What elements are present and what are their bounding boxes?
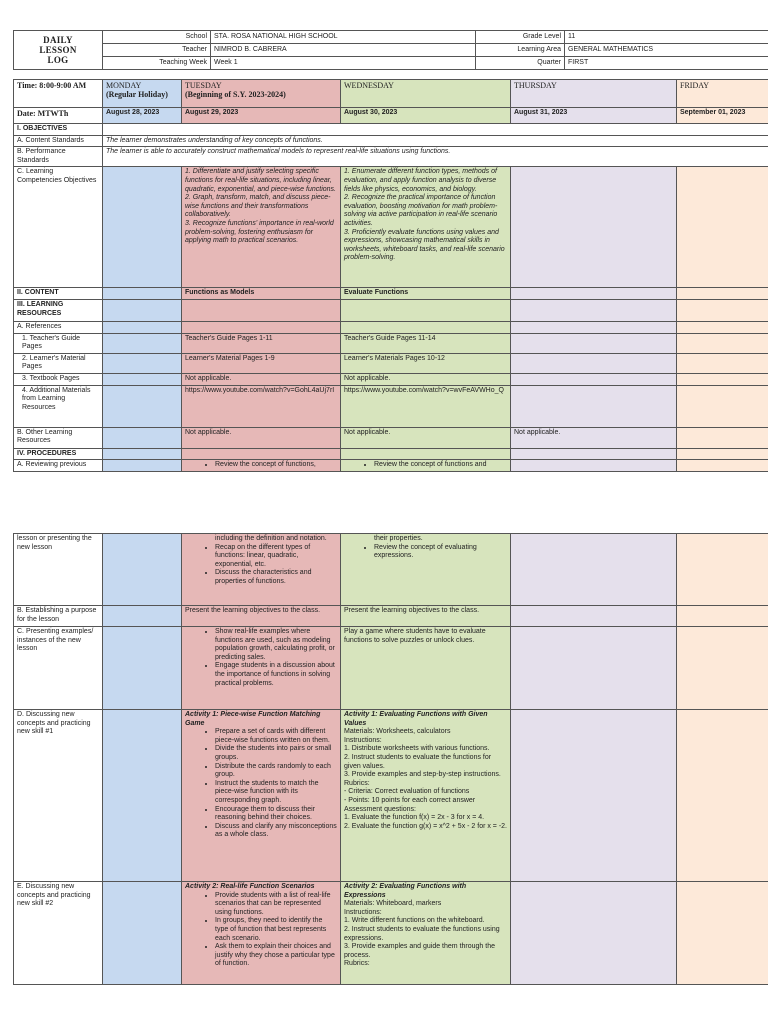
other-resources-wednesday: Not applicable. (341, 427, 511, 448)
list-item-continued: including the definition and notation. (215, 535, 327, 542)
header-block (13, 30, 768, 70)
objectives-heading: I. OBJECTIVES (14, 124, 103, 136)
discussing-1-tuesday (182, 710, 341, 882)
date-thursday: August 31, 2023 (511, 108, 677, 124)
teachers-guide-label: 1. Teacher's Guide Pages (14, 333, 103, 353)
content-standards-value: The learner demonstrates understanding of key concepts of functions. (103, 135, 768, 147)
reviewing-thursday (511, 460, 677, 472)
list-item: • Instruct the students to match the piece-wise function with its corresponding graph. (215, 780, 337, 806)
list-item: • In groups, they need to identify the type of function that best represents each scenario. (215, 917, 337, 943)
resources-friday (677, 299, 768, 321)
procedures-friday (677, 448, 768, 460)
teachers-guide-thursday (511, 333, 677, 353)
discussing-1-thursday (511, 710, 677, 882)
list-item: • Ask them to explain their choices and justify why they chose a particular type of function. (215, 943, 337, 969)
establishing-label: B. Establishing a purpose for the lesson (14, 606, 103, 627)
references-monday (103, 321, 182, 333)
teacher-value: NIMROD B. CABRERA (211, 44, 476, 57)
additional-materials-thursday (511, 385, 677, 427)
resources-tuesday (182, 299, 341, 321)
activity-title: Activity 1: Evaluating Functions with Given Values (344, 711, 488, 727)
procedures-heading: IV. PROCEDURES (14, 448, 103, 460)
quarter-value: FIRST (565, 57, 768, 70)
performance-standards-label: B. Performance Standards (14, 147, 103, 167)
activity-title: Activity 1: Piece-wise Function Matching Game (185, 711, 321, 727)
textbook-friday (677, 373, 768, 385)
performance-standards-value: The learner is able to accurately construct mathematical models to represent real-life situations using functions. (103, 147, 768, 167)
establishing-thursday (511, 606, 677, 627)
date-label: Date: MTWTh (14, 108, 103, 124)
references-thursday (511, 321, 677, 333)
reviewing2-monday (103, 534, 182, 606)
reviewing-label-continued: lesson or presenting the new lesson (14, 534, 103, 606)
reviewing-monday (103, 460, 182, 472)
day-friday: FRIDAY (677, 80, 768, 108)
list-item: • Prepare a set of cards with different piece-wise functions written on them. (215, 728, 337, 745)
activity-title: Activity 2: Evaluating Functions with Expressions (344, 883, 467, 899)
date-wednesday: August 30, 2023 (341, 108, 511, 124)
additional-materials-friday (677, 385, 768, 427)
establishing-friday (677, 606, 768, 627)
list-item: • Review the concept of functions, (215, 461, 337, 470)
list-item: • Review the concept of evaluating expressions. (374, 544, 507, 561)
competencies-monday (103, 167, 182, 288)
discussing-2-friday (677, 882, 768, 985)
teaching-week-label: Teaching Week (103, 57, 211, 70)
additional-materials-tuesday-link[interactable]: https://www.youtube.com/watch?v=GohL4aUj7rI (182, 385, 341, 427)
reviewing-friday (677, 460, 768, 472)
reviewing2-friday (677, 534, 768, 606)
learners-material-monday (103, 353, 182, 373)
text-line: Materials: Worksheets, calculators (344, 728, 451, 736)
learners-material-tuesday: Learner's Material Pages 1-9 (182, 353, 341, 373)
other-resources-monday (103, 427, 182, 448)
textbook-thursday (511, 373, 677, 385)
references-label: A. References (14, 321, 103, 333)
learning-area-label: Learning Area (476, 44, 565, 57)
competencies-wednesday: 1. Enumerate different function types, methods of evaluation, and apply function analysis to diverse fields like physics, economics, and biology. 2. Recognize the practical importance of function evaluation, boosting motivation for math problem-solving via active participation in real-life scenario activities. 3. Proficiently evaluate functions using values and expressions, showcasing mathematical skills in worksheets, whiteboard tasks, and real-life scenario problem-solving. (341, 167, 511, 288)
textbook-wednesday: Not applicable. (341, 373, 511, 385)
text-line: 3. Provide examples and step-by-step instructions. (344, 771, 501, 779)
quarter-label: Quarter (476, 57, 565, 70)
document-title: DAILY LESSON LOG (14, 31, 103, 70)
text-line: 2. Instruct students to evaluate the functions using expressions. (344, 925, 500, 942)
textbook-monday (103, 373, 182, 385)
learning-area-value: GENERAL MATHEMATICS (565, 44, 768, 57)
presenting-label: C. Presenting examples/ instances of the new lesson (14, 627, 103, 710)
text-line: 1. Write different functions on the whiteboard. (344, 917, 485, 925)
content-standards-label: A. Content Standards (14, 135, 103, 147)
text-line: 2. Evaluate the function g(x) = x^2 + 5x - 2 for x = -2. (344, 822, 508, 830)
other-resources-label: B. Other Learning Resources (14, 427, 103, 448)
list-item: • Divide the students into pairs or small groups. (215, 745, 337, 762)
grade-level-value: 11 (565, 31, 768, 44)
date-monday: August 28, 2023 (103, 108, 182, 124)
teaching-week-value: Week 1 (211, 57, 476, 70)
reviewing-tuesday (182, 460, 341, 472)
textbook-label: 3. Textbook Pages (14, 373, 103, 385)
list-item: • Discuss and clarify any misconceptions as a whole class. (215, 823, 337, 840)
competencies-label: C. Learning Competencies Objectives (14, 167, 103, 288)
list-item: • Encourage them to discuss their reasoning behind their choices. (215, 806, 337, 823)
content-thursday (511, 288, 677, 300)
teachers-guide-wednesday: Teacher's Guide Pages 11-14 (341, 333, 511, 353)
presenting-tuesday (182, 627, 341, 710)
teachers-guide-monday (103, 333, 182, 353)
text-line: Materials: Whiteboard, markers (344, 900, 442, 908)
resources-thursday (511, 299, 677, 321)
content-wednesday: Evaluate Functions (341, 288, 511, 300)
reviewing-wednesday (341, 460, 511, 472)
text-line: Rubrics: (344, 779, 370, 787)
text-line: Rubrics: (344, 960, 370, 968)
resources-heading: III. LEARNING RESOURCES (14, 299, 103, 321)
date-tuesday: August 29, 2023 (182, 108, 341, 124)
reviewing-label: A. Reviewing previous (14, 460, 103, 472)
text-line: 2. Instruct students to evaluate the functions for given values. (344, 753, 492, 770)
discussing-2-wednesday (341, 882, 511, 985)
day-tuesday: TUESDAY (Beginning of S.Y. 2023-2024) (182, 80, 341, 108)
establishing-wednesday: Present the learning objectives to the class. (341, 606, 511, 627)
day-wednesday: WEDNESDAY (341, 80, 511, 108)
learners-material-label: 2. Learner's Material Pages (14, 353, 103, 373)
learners-material-thursday (511, 353, 677, 373)
content-heading: II. CONTENT (14, 288, 103, 300)
reviewing2-thursday (511, 534, 677, 606)
text-line: - Points: 10 points for each correct answer (344, 796, 476, 804)
references-tuesday (182, 321, 341, 333)
list-item: • Recap on the different types of functions: linear, quadratic, exponential, etc. (215, 544, 337, 570)
lesson-table-page-1 (13, 79, 768, 472)
grade-level-label: Grade Level (476, 31, 565, 44)
procedures-monday (103, 448, 182, 460)
presenting-monday (103, 627, 182, 710)
teachers-guide-tuesday: Teacher's Guide Pages 1-11 (182, 333, 341, 353)
discussing-1-wednesday (341, 710, 511, 882)
additional-materials-wednesday-link[interactable]: https://www.youtube.com/watch?v=wvFeAVWHo_Q (341, 385, 511, 427)
discussing-2-tuesday (182, 882, 341, 985)
school-label: School (103, 31, 211, 44)
procedures-wednesday (341, 448, 511, 460)
discussing-2-monday (103, 882, 182, 985)
other-resources-tuesday: Not applicable. (182, 427, 341, 448)
list-item: • Distribute the cards randomly to each group. (215, 763, 337, 780)
reviewing2-wednesday (341, 534, 511, 606)
other-resources-thursday: Not applicable. (511, 427, 677, 448)
competencies-thursday (511, 167, 677, 288)
discussing-1-friday (677, 710, 768, 882)
activity-title: Activity 2: Real-life Function Scenarios (185, 883, 315, 890)
text-line: Instructions: (344, 736, 382, 744)
text-line: 1. Evaluate the function f(x) = 2x - 3 for x = 4. (344, 814, 485, 822)
school-value: STA. ROSA NATIONAL HIGH SCHOOL (211, 31, 476, 44)
discussing-2-label: E. Discussing new concepts and practicing new skill #2 (14, 882, 103, 985)
establishing-monday (103, 606, 182, 627)
time-label: Time: 8:00-9:00 AM (14, 80, 103, 108)
references-wednesday (341, 321, 511, 333)
procedures-tuesday (182, 448, 341, 460)
objectives-blank (103, 124, 768, 136)
presenting-thursday (511, 627, 677, 710)
list-item: • Discuss the characteristics and properties of functions. (215, 569, 337, 586)
competencies-friday (677, 167, 768, 288)
teachers-guide-friday (677, 333, 768, 353)
resources-wednesday (341, 299, 511, 321)
discussing-1-monday (103, 710, 182, 882)
text-line: Assessment questions: (344, 805, 416, 813)
other-resources-friday (677, 427, 768, 448)
competencies-tuesday: 1. Differentiate and justify selecting specific functions for real-life situations, including linear, quadratic, exponential, and piece-wise functions. 2. Graph, transform, match, and discuss piece-wise functions and their transformations collaboratively. 3. Recognize functions' importance in real-world problem-solving, fostering enthusiasm for applying math to practical scenarios. (182, 167, 341, 288)
presenting-friday (677, 627, 768, 710)
content-monday (103, 288, 182, 300)
text-line: - Criteria: Correct evaluation of functions (344, 788, 470, 796)
list-item-continued: their properties. (374, 535, 423, 542)
content-friday (677, 288, 768, 300)
list-item: • Engage students in a discussion about the importance of functions in solving practical problems. (215, 662, 337, 688)
content-tuesday: Functions as Models (182, 288, 341, 300)
references-friday (677, 321, 768, 333)
lesson-table-page-2 (13, 533, 768, 985)
additional-materials-label: 4. Additional Materials from Learning Resources (14, 385, 103, 427)
establishing-tuesday: Present the learning objectives to the class. (182, 606, 341, 627)
textbook-tuesday: Not applicable. (182, 373, 341, 385)
text-line: 3. Provide examples and guide them through the process. (344, 943, 495, 959)
text-line: Instructions: (344, 908, 382, 916)
additional-materials-monday (103, 385, 182, 427)
list-item: • Show real-life examples where functions are used, such as modeling population growth, calculating profit, or predicting sales. (215, 628, 337, 662)
reviewing2-tuesday (182, 534, 341, 606)
day-thursday: THURSDAY (511, 80, 677, 108)
learners-material-wednesday: Learner's Materials Pages 10-12 (341, 353, 511, 373)
list-item: • Provide students with a list of real-life scenarios that can be represented using functions. (215, 892, 337, 918)
learners-material-friday (677, 353, 768, 373)
procedures-thursday (511, 448, 677, 460)
teacher-label: Teacher (103, 44, 211, 57)
list-item: • Review the concept of functions and (374, 461, 507, 470)
text-line: 1. Distribute worksheets with various functions. (344, 745, 490, 753)
day-monday: MONDAY (Regular Holiday) (103, 80, 182, 108)
resources-monday (103, 299, 182, 321)
date-friday: September 01, 2023 (677, 108, 768, 124)
discussing-1-label: D. Discussing new concepts and practicing new skill #1 (14, 710, 103, 882)
discussing-2-thursday (511, 882, 677, 985)
presenting-wednesday: Play a game where students have to evaluate functions to solve puzzles or unlock clues. (341, 627, 511, 710)
